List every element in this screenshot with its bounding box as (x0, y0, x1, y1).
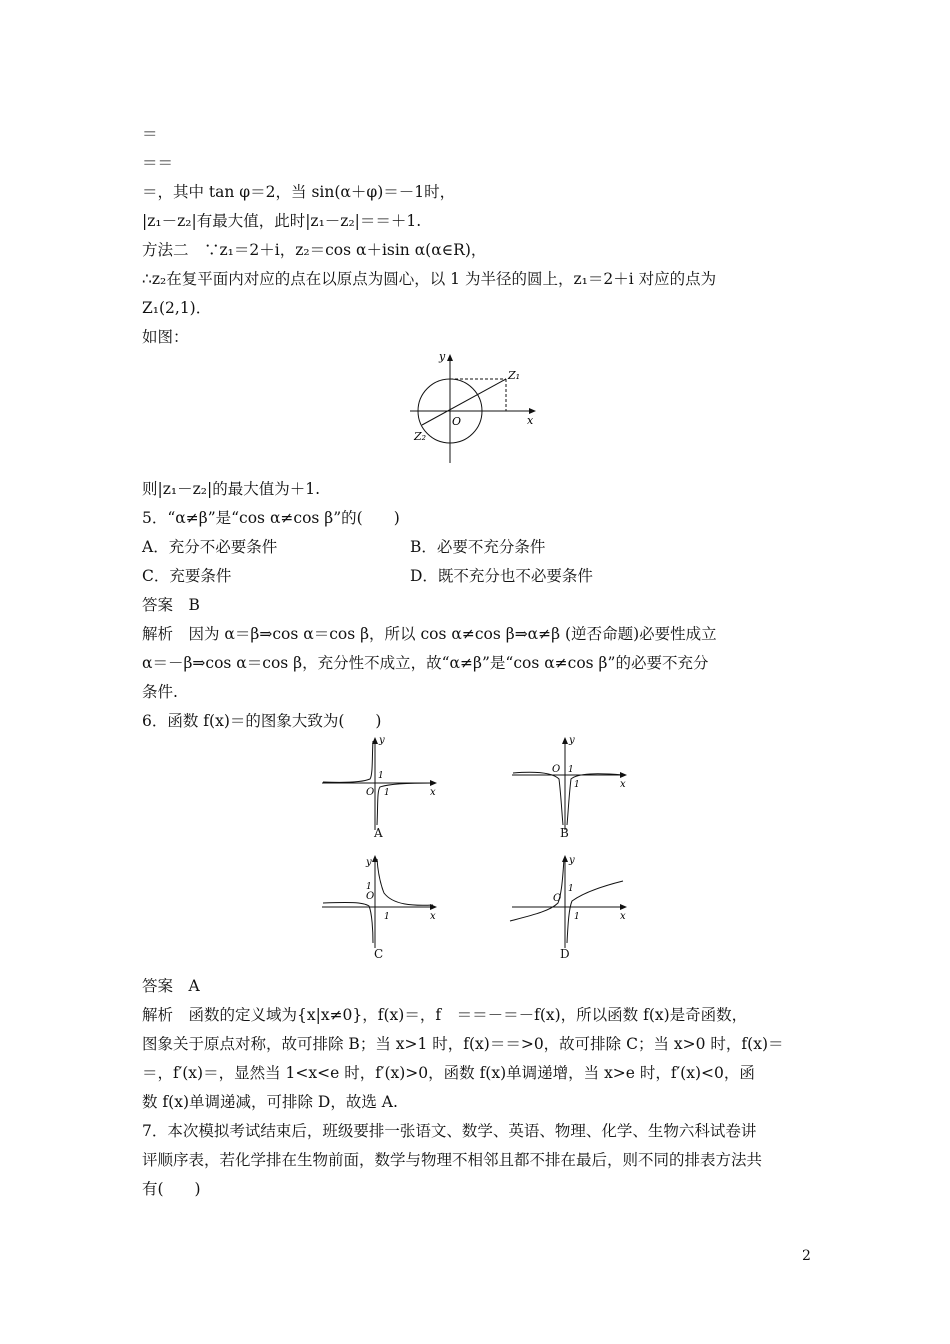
svg-text:x: x (430, 787, 436, 798)
svg-text:x: x (430, 911, 436, 922)
svg-text:y: y (379, 735, 385, 746)
svg-text:y: y (569, 735, 575, 746)
text-line: 图象关于原点对称，故可排除 B；当 x>1 时，f(x)＝＝>0，故可排除 C；当 x>0 时，f(x)＝ (142, 1035, 784, 1053)
svg-text:O: O (553, 893, 562, 904)
page-number: 2 (802, 1248, 811, 1264)
text-line: ＝＝ (142, 154, 174, 172)
graph-c-caption: C (374, 947, 384, 961)
q5-option-b: B．必要不充分条件 (410, 538, 546, 556)
text-line: 条件. (142, 683, 178, 701)
graph-d (508, 853, 638, 963)
origin-label: O (452, 415, 462, 428)
text-line: 则|z₁－z₂|的最大值为＋1. (142, 480, 320, 498)
q5-option-a: A．充分不必要条件 (142, 538, 278, 556)
z1-label: Z₁ (508, 369, 521, 382)
text-line: ＝，其中 tan φ＝2，当 sin(α＋φ)＝－1时， (142, 183, 456, 201)
text-line: Z₁(2,1)． (142, 299, 212, 317)
text-line: 解析 函数的定义域为{x|x≠0}，f(x)＝，f ＝＝－＝－f(x)，所以函数 f(x)是奇函数， (142, 1006, 748, 1024)
svg-text:1: 1 (574, 912, 580, 922)
text-line: 数 f(x)单调递减，可排除 D，故选 A. (142, 1093, 398, 1111)
graph-d-caption: D (560, 947, 570, 961)
svg-text:1: 1 (378, 771, 384, 781)
q5-answer: 答案 B (142, 596, 200, 614)
text-line: ＝ (142, 125, 158, 143)
text-line: ＝，f′(x)＝，显然当 1<x<e 时，f′(x)>0，函数 f(x)单调递增，当 x>e 时，f′(x)<0，函 (142, 1064, 755, 1082)
z2-label: Z₂ (414, 430, 427, 443)
question-7: 7．本次模拟考试结束后，班级要排一张语文、数学、英语、物理、化学、生物六科试卷讲 (142, 1122, 757, 1140)
q5-option-c: C．充要条件 (142, 567, 232, 585)
q5-option-d: D．既不充分也不必要条件 (410, 567, 593, 585)
graph-b (508, 735, 638, 845)
svg-text:1: 1 (384, 788, 390, 798)
axis-label-y: y (439, 350, 446, 363)
question-5: 5．“α≠β”是“cos α≠cos β”的( ) (142, 509, 400, 527)
svg-text:1: 1 (568, 765, 574, 775)
text-line: 评顺序表，若化学排在生物前面，数学与物理不相邻且都不排在最后，则不同的排表方法共 (142, 1151, 763, 1169)
text-line: 有( ) (142, 1180, 201, 1198)
svg-text:x: x (620, 911, 626, 922)
graph-b-caption: B (560, 826, 569, 840)
text-line: 方法二 ∵z₁＝2＋i，z₂＝cos α＋isin α(α∈R)， (142, 241, 487, 259)
question-6: 6．函数 f(x)＝的图象大致为( ) (142, 712, 382, 730)
q6-answer: 答案 A (142, 977, 200, 995)
text-line: 如图： (142, 328, 189, 346)
complex-plane-figure (400, 348, 550, 468)
text-line: α＝－β⇒cos α＝cos β，充分性不成立，故“α≠β”是“cos α≠cos β”的必要不充分 (142, 654, 709, 672)
graph-a (318, 735, 448, 845)
svg-text:y: y (366, 857, 372, 868)
text-line: ∴z₂在复平面内对应的点在以原点为圆心，以 1 为半径的圆上，z₁＝2＋i 对应的点为 (142, 270, 717, 288)
svg-text:1: 1 (568, 884, 574, 894)
segment-z1-z2 (422, 379, 506, 425)
svg-text:x: x (620, 779, 626, 790)
svg-text:1: 1 (384, 912, 390, 922)
svg-text:O: O (366, 787, 375, 798)
svg-text:1: 1 (366, 882, 372, 892)
svg-text:1: 1 (574, 780, 580, 790)
text-line: 解析 因为 α＝β⇒cos α＝cos β，所以 cos α≠cos β⇒α≠β (逆否命题)必要性成立 (142, 625, 717, 643)
svg-text:O: O (552, 764, 561, 775)
axis-label-x: x (527, 414, 534, 427)
svg-text:y: y (569, 855, 575, 866)
svg-text:O: O (366, 891, 375, 902)
graph-a-caption: A (374, 826, 383, 840)
text-line: |z₁－z₂|有最大值，此时|z₁－z₂|＝＝＋1. (142, 212, 422, 230)
